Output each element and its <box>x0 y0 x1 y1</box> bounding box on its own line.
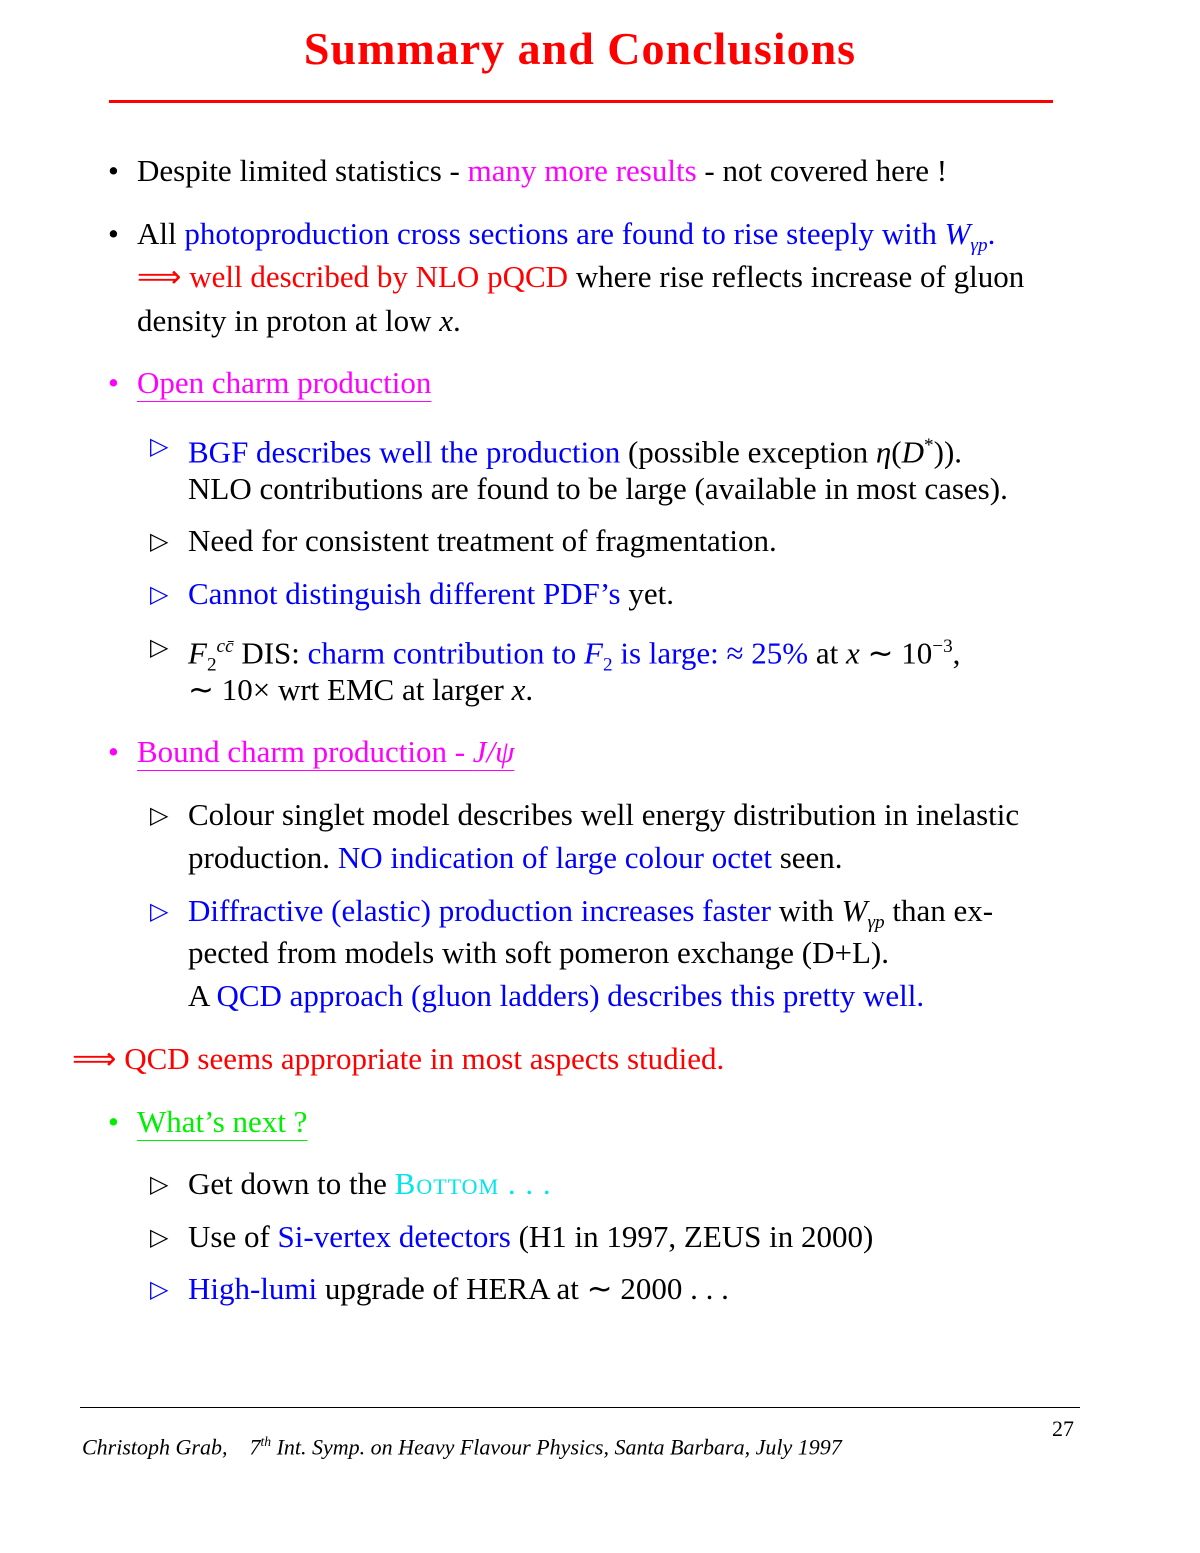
text: A <box>188 978 217 1013</box>
math-sub: γp <box>970 235 988 257</box>
text: ∼ 10× wrt EMC at larger <box>188 672 512 707</box>
text: yet. <box>620 576 674 611</box>
triangle-icon: ▷ <box>150 801 169 829</box>
text-highlight: well described by NLO pQCD <box>181 259 569 294</box>
text: density in proton at low <box>137 303 440 338</box>
section-heading-bound-charm <box>137 733 514 771</box>
math-sub: 2 <box>602 654 613 676</box>
triangle-icon: ▷ <box>150 527 169 555</box>
math-d: D <box>901 434 925 470</box>
math-sup: −3 <box>932 636 953 657</box>
text: 7 <box>249 1434 261 1460</box>
footer-divider <box>80 1407 1080 1408</box>
bullet-icon: • <box>108 1104 119 1139</box>
math-x: x <box>439 303 453 338</box>
math-w: W <box>944 216 971 251</box>
text-highlight: photoproduction cross sections are found to rise steeply with <box>184 216 945 251</box>
text-highlight: many more results <box>467 153 697 188</box>
conclusion-line <box>72 1040 724 1078</box>
text-highlight: Bottom . . . <box>394 1166 552 1201</box>
text: . <box>987 216 996 251</box>
text-highlight: is large: ≈ 25% <box>612 635 809 671</box>
footer-author: Christoph Grab, <box>82 1434 228 1460</box>
open-charm-bgf-line2: NLO contributions are found to be large (available in most cases). <box>188 471 1008 506</box>
bullet-icon: • <box>108 153 119 188</box>
text: All <box>137 216 185 251</box>
bound-charm-diffractive-line3 <box>188 977 924 1015</box>
bullet-icon: • <box>108 216 119 251</box>
text-highlight: High-lumi <box>188 1271 318 1306</box>
next-bottom <box>188 1165 552 1203</box>
text: th <box>260 1434 272 1449</box>
title-divider <box>109 100 1053 103</box>
text-highlight: QCD approach (gluon ladders) describes this pretty well. <box>216 978 925 1013</box>
triangle-icon: ▷ <box>150 1223 169 1251</box>
text: with <box>771 893 842 928</box>
open-charm-fragmentation: Need for consistent treatment of fragmentation. <box>188 523 777 558</box>
bullet-statistics <box>137 152 947 190</box>
text: Bound charm production - <box>137 734 473 769</box>
text: Get down to the <box>188 1166 395 1201</box>
text: . <box>525 672 534 707</box>
bullet-icon: • <box>108 365 119 400</box>
next-high-lumi <box>188 1270 729 1308</box>
text-highlight: Diffractive (elastic) production increases faster <box>188 893 771 928</box>
math-x: x <box>511 672 526 707</box>
bullet-icon: • <box>108 734 119 769</box>
text: DIS: <box>233 635 308 671</box>
math-x: x <box>845 635 860 671</box>
math-w: W <box>841 893 868 928</box>
text: ∼ 10 <box>859 635 933 671</box>
text: - not covered here ! <box>696 153 948 188</box>
text: Despite limited statistics - <box>137 153 468 188</box>
triangle-icon: ▷ <box>150 432 169 460</box>
text: , <box>952 635 961 671</box>
text: than ex- <box>884 893 994 928</box>
text: production. <box>188 840 338 875</box>
text-highlight: charm contribution to <box>307 635 585 671</box>
open-charm-f2-line2 <box>188 671 533 709</box>
math-sup: cc̄ <box>216 636 234 657</box>
text-highlight: Cannot distinguish different PDF’s <box>188 576 621 611</box>
text-highlight: BGF describes well the production <box>188 434 621 470</box>
section-heading-whats-next: What’s next ? <box>137 1104 308 1139</box>
text: (possible exception <box>620 434 876 470</box>
page-number: 27 <box>1052 1416 1074 1441</box>
text: . <box>453 303 461 338</box>
bound-charm-singlet-line1: Colour singlet model describes well energy distribution in inelastic <box>188 797 1020 832</box>
bound-charm-diffractive-line2: pected from models with soft pomeron exchange (D+L). <box>188 935 889 970</box>
section-heading-open-charm: Open charm production <box>137 365 432 400</box>
text: seen. <box>771 840 843 875</box>
footer-citation <box>82 1434 842 1460</box>
implies-arrow-icon: ⟹ <box>137 259 182 294</box>
triangle-icon: ▷ <box>150 633 169 661</box>
math-f: F <box>188 635 207 671</box>
text: (H1 in 1997, ZEUS in 2000) <box>510 1219 874 1254</box>
open-charm-pdf <box>188 575 674 613</box>
bullet-photoproduction-line3 <box>137 302 461 340</box>
text: ( <box>891 434 902 470</box>
text: at <box>808 635 846 671</box>
text: Use of <box>188 1219 278 1254</box>
triangle-icon: ▷ <box>150 1170 169 1198</box>
next-si-vertex <box>188 1218 873 1256</box>
math-jpsi: J/ψ <box>472 734 515 769</box>
text: QCD seems appropriate in most aspects studied. <box>116 1041 725 1076</box>
text-highlight: NO indication of large colour octet <box>337 840 772 875</box>
triangle-icon: ▷ <box>150 897 169 925</box>
bullet-photoproduction-line2 <box>137 258 1024 296</box>
bound-charm-singlet-line2 <box>188 839 843 877</box>
text: )). <box>933 434 963 470</box>
implies-arrow-icon: ⟹ <box>72 1041 117 1076</box>
page-title: Summary and Conclusions <box>303 23 857 74</box>
math-f: F <box>584 635 603 671</box>
footer-event: Int. Symp. on Heavy Flavour Physics, Santa Barbara, July 1997 <box>271 1434 842 1460</box>
math-sub: 2 <box>206 654 217 676</box>
open-charm-bgf-line1 <box>188 427 962 471</box>
text-highlight: Si-vertex detectors <box>277 1219 511 1254</box>
math-sub: γp <box>867 912 885 934</box>
text: where rise reflects increase of gluon <box>568 259 1025 294</box>
triangle-icon: ▷ <box>150 580 169 608</box>
math-eta: η <box>875 434 892 470</box>
math-sup: * <box>924 435 934 456</box>
triangle-icon: ▷ <box>150 1275 169 1303</box>
text: upgrade of HERA at ∼ 2000 . . . <box>317 1271 729 1306</box>
